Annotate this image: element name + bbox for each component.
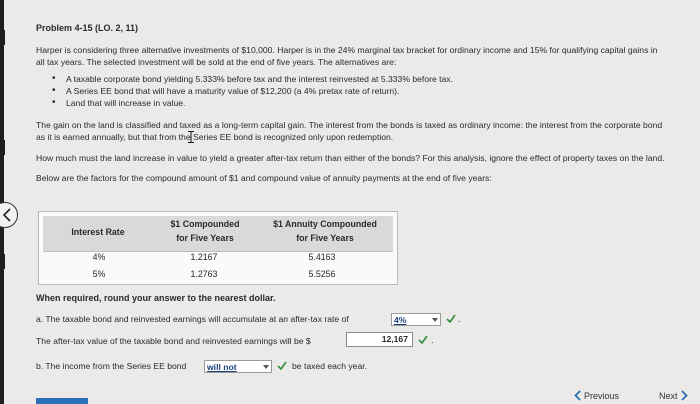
- factor-table: [38, 211, 398, 285]
- row-rate: 5%: [92, 269, 106, 279]
- chevron-down-icon: [263, 365, 269, 369]
- row-annuity: 5.4163: [308, 252, 336, 262]
- period-mark: .: [431, 335, 434, 345]
- period-mark: .: [458, 314, 461, 324]
- previous-button[interactable]: [574, 390, 622, 401]
- answer-a-value-text: The after-tax value of the taxable bond and reinvested earnings will be $: [36, 336, 311, 346]
- factors-intro: Below are the factors for the compound amount of $1 and compound value of annuity payments at the end of five years:: [36, 173, 492, 183]
- question-paragraph: How much must the land increase in value to yield a greater after-tax return than either of the bonds? For this analysis, ignore the effect of property taxes on the land.: [36, 152, 665, 163]
- chevron-left-icon: [2, 208, 12, 222]
- next-button[interactable]: [656, 390, 688, 401]
- series-ee-tax-value: will not: [207, 361, 237, 372]
- after-tax-rate-select[interactable]: [391, 313, 441, 326]
- chevron-down-icon: [432, 318, 438, 322]
- chevron-left-icon: [574, 390, 581, 401]
- problem-intro: Harper is considering three alternative investments of $10,000. Harper is in the 24% marginal tax bracket for ordinary income and 15% for qualifying capital gains in all tax years. The selected investment will be sold at the end of five years. The alternatives are:: [36, 44, 658, 67]
- problem-content: [36, 22, 666, 193]
- alternative-item: • A Series EE bond that will have a maturity value of $12,200 (a 4% pretax rate of return).: [52, 85, 666, 97]
- check-icon: [418, 335, 428, 344]
- answer-a-text: a. The taxable bond and reinvested earnings will accumulate at an after-tax rate of: [36, 314, 349, 324]
- previous-label: Previous: [584, 390, 620, 401]
- row-rate: 4%: [92, 252, 106, 262]
- sidebar-marker: [0, 140, 5, 155]
- header-annuity-line2: for Five Years: [296, 233, 354, 243]
- alternatives-list: [52, 73, 666, 109]
- next-label: Next: [659, 390, 678, 401]
- series-ee-tax-select[interactable]: [204, 360, 272, 373]
- row-annuity: 5.5256: [308, 269, 336, 279]
- row-compounded: 1.2763: [190, 269, 218, 279]
- rounding-instruction: When required, round your answer to the nearest dollar.: [36, 293, 276, 303]
- alternative-item: • Land that will increase in value.: [52, 97, 666, 109]
- answer-b-text: b. The income from the Series EE bond: [36, 361, 187, 371]
- collapse-panel-button[interactable]: [0, 202, 18, 228]
- answer-b-suffix: be taxed each year.: [292, 361, 368, 371]
- problem-title: Problem 4-15 (LO. 2, 11): [36, 23, 139, 33]
- row-compounded: 1.2167: [190, 252, 218, 262]
- sidebar-marker: [0, 254, 5, 269]
- sidebar-marker: [0, 30, 5, 45]
- gain-text-part2: Series EE bond is recognized only upon redemption.: [193, 132, 394, 142]
- header-compounded-line2: for Five Years: [176, 233, 234, 243]
- alternative-item: • A taxable corporate bond yielding 5.333% before tax and the interest reinvested at 5.333% before tax.: [52, 73, 666, 85]
- progress-indicator: [36, 398, 88, 404]
- gain-paragraph: [36, 119, 666, 144]
- gain-text-part1: The gain on the land is classified and taxed as a long-term capital gain. The interest from the bonds is taxed as ordinary income: the interest from the corporate bond as it is earned annually, but that from the: [36, 119, 663, 142]
- after-tax-value-input[interactable]: 12,167: [346, 332, 413, 347]
- header-compounded-line1: $1 Compounded: [170, 219, 240, 229]
- after-tax-rate-value: 4%: [394, 314, 407, 325]
- check-icon: [277, 361, 287, 370]
- check-icon: [446, 314, 456, 323]
- chevron-right-icon: [681, 390, 688, 401]
- header-annuity-line1: $1 Annuity Compounded: [273, 219, 377, 229]
- header-interest-rate: Interest Rate: [71, 227, 125, 237]
